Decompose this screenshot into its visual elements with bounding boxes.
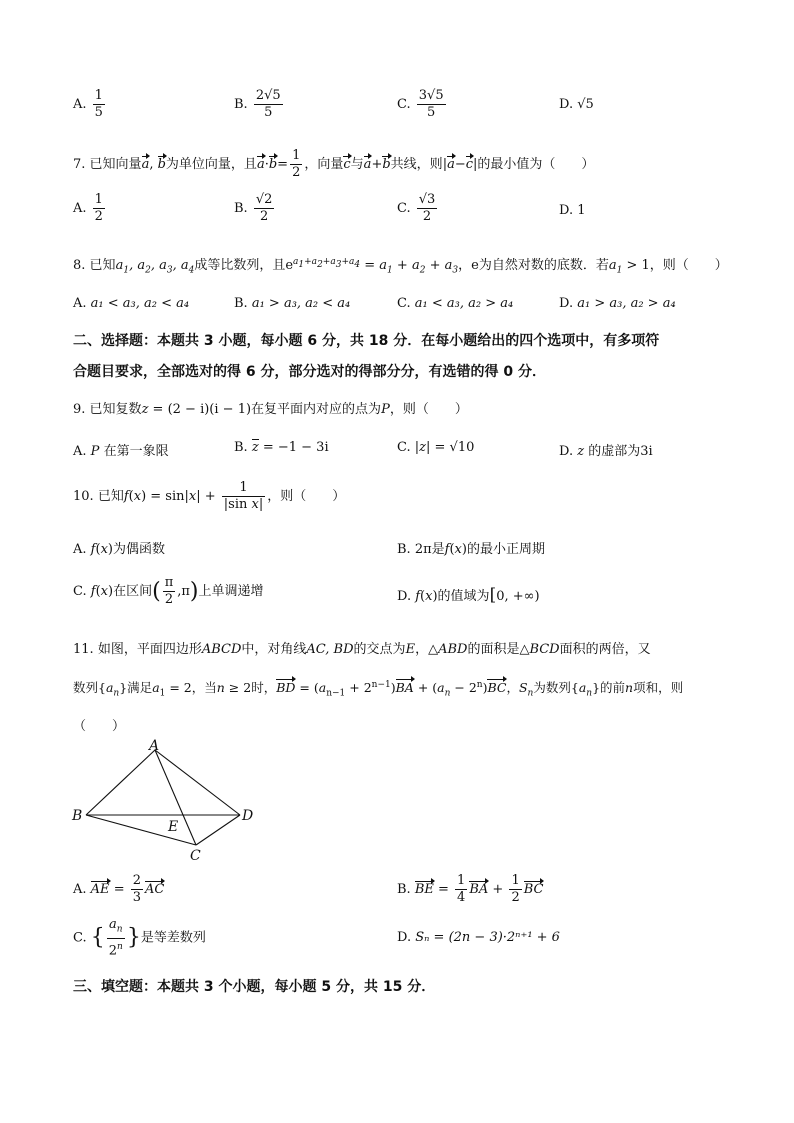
q11-option-d[interactable]: D. Sₙ = (2n − 3)·2ⁿ⁺¹ + 6 bbox=[397, 930, 560, 945]
q9-option-c[interactable]: C. |z| = √10 bbox=[397, 440, 475, 455]
quadrilateral-figure bbox=[68, 738, 268, 866]
q6-option-a[interactable]: A. $\frac{1}{5}$ bbox=[73, 88, 103, 120]
q9-option-d[interactable]: D. z 的虚部为3i bbox=[559, 444, 653, 459]
q10-option-d[interactable]: D. f(x)的值域为[0, +∞) bbox=[397, 585, 540, 605]
point-label-e: E bbox=[168, 819, 179, 835]
q10-option-b[interactable]: B. 2π是f(x)的最小正周期 bbox=[397, 542, 545, 557]
q7-option-c[interactable]: C. $\frac{√3}{2}$ bbox=[397, 192, 436, 224]
q11-option-b[interactable]: B. BE = $\frac{1}{4}$ BA + $\frac{1}{2}$ BC bbox=[397, 873, 544, 905]
q7-option-a[interactable]: A. $\frac{1}{2}$ bbox=[73, 192, 103, 224]
q6-option-d[interactable]: D. √5 bbox=[559, 97, 594, 112]
question-11-line-3: （ ） bbox=[73, 719, 126, 734]
vertex-label-d: D bbox=[242, 808, 254, 824]
q9-option-b[interactable]: B. z = −1 − 3i bbox=[234, 440, 329, 455]
q8-option-c[interactable]: C. a₁ < a₃, a₂ > a₄ bbox=[397, 296, 514, 311]
q7-option-d[interactable]: D. 1 bbox=[559, 203, 586, 218]
vertex-label-c: C bbox=[190, 848, 201, 864]
q10-option-a[interactable]: A. f(x)为偶函数 bbox=[73, 542, 165, 557]
q10-option-c[interactable]: C. f(x)在区间( $\frac{\pi}{2}$ ,π)上单调递增 bbox=[73, 575, 264, 607]
fraction: $\frac{3√5}{5}$ bbox=[418, 88, 444, 120]
q8-option-a[interactable]: A. a₁ < a₃, a₂ < a₄ bbox=[73, 296, 190, 311]
q8-option-d[interactable]: D. a₁ > a₃, a₂ > a₄ bbox=[559, 296, 676, 311]
fraction: $\frac{2√5}{5}$ bbox=[255, 88, 281, 120]
q11-option-a[interactable]: A. AE = $\frac{2}{3}$ AC bbox=[73, 873, 165, 905]
question-11-line-1: 11. 如图，平面四边形ABCD中，对角线AC, BD的交点为E，△ABD的面积是△BCD面积的两倍，又 bbox=[73, 642, 651, 657]
section-2-heading-cont: 合题目要求，全部选对的得 6 分，部分选对的得部分分，有选错的得 0 分． bbox=[73, 364, 546, 380]
question-11-line-2: 数列$\{a_n\}$满足$a_1 = 2$，当n ≥ 2时，BD = $(a_{n-1} + 2^{n-1})BA + (a_n - 2^n)BC$，$S_n$为数列$\{a_n\}$的前n项和，则 bbox=[73, 679, 684, 699]
question-7: 7. 已知向量a, b为单位向量，且a·b= $\frac{1}{2}$ ，向量c与a+b共线，则|a−c|的最小值为（ ） bbox=[73, 148, 595, 180]
q9-option-a[interactable]: A. P 在第一象限 bbox=[73, 444, 169, 459]
fraction: $\frac{1}{5}$ bbox=[94, 88, 103, 120]
section-2-heading: 二、选择题：本题共 3 小题，每小题 6 分，共 18 分．在每小题给出的四个选项中，有多项符 bbox=[73, 333, 660, 349]
q8-option-b[interactable]: B. a₁ > a₃, a₂ < a₄ bbox=[234, 296, 351, 311]
edge-ab bbox=[86, 750, 155, 815]
edge-ad bbox=[155, 750, 240, 815]
vertex-label-a: A bbox=[149, 738, 160, 754]
question-9: 9. 已知复数z = (2 − i)(i − 1)在复平面内对应的点为P，则（ ） bbox=[73, 402, 468, 417]
q6-option-c[interactable]: C. $\frac{3√5}{5}$ bbox=[397, 88, 444, 120]
question-10: 10. 已知f(x) = sin|x| + $\frac{1}{\text{|sin x|}}$ ，则（ ） bbox=[73, 480, 346, 512]
edge-bc bbox=[86, 815, 196, 845]
vertex-label-b: B bbox=[72, 808, 83, 824]
question-8: 8. 已知$a_1$, $a_2$, $a_3$, $a_4$成等比数列，且$e^{a_1+a_2+a_3+a_4} = a_1 + a_2 + a_3$，e为自然对数的底数．若$a_1 > 1$，则（ ） bbox=[73, 256, 728, 276]
edge-cd bbox=[196, 815, 240, 845]
q7-option-b[interactable]: B. $\frac{√2}{2}$ bbox=[234, 192, 273, 224]
section-3-heading: 三、填空题：本题共 3 个小题，每小题 5 分，共 15 分． bbox=[73, 979, 436, 995]
q6-option-b[interactable]: B. $\frac{2√5}{5}$ bbox=[234, 88, 281, 120]
q11-option-c[interactable]: C. { $\frac{a_n}{2^n}$ }是等差数列 bbox=[73, 917, 206, 958]
